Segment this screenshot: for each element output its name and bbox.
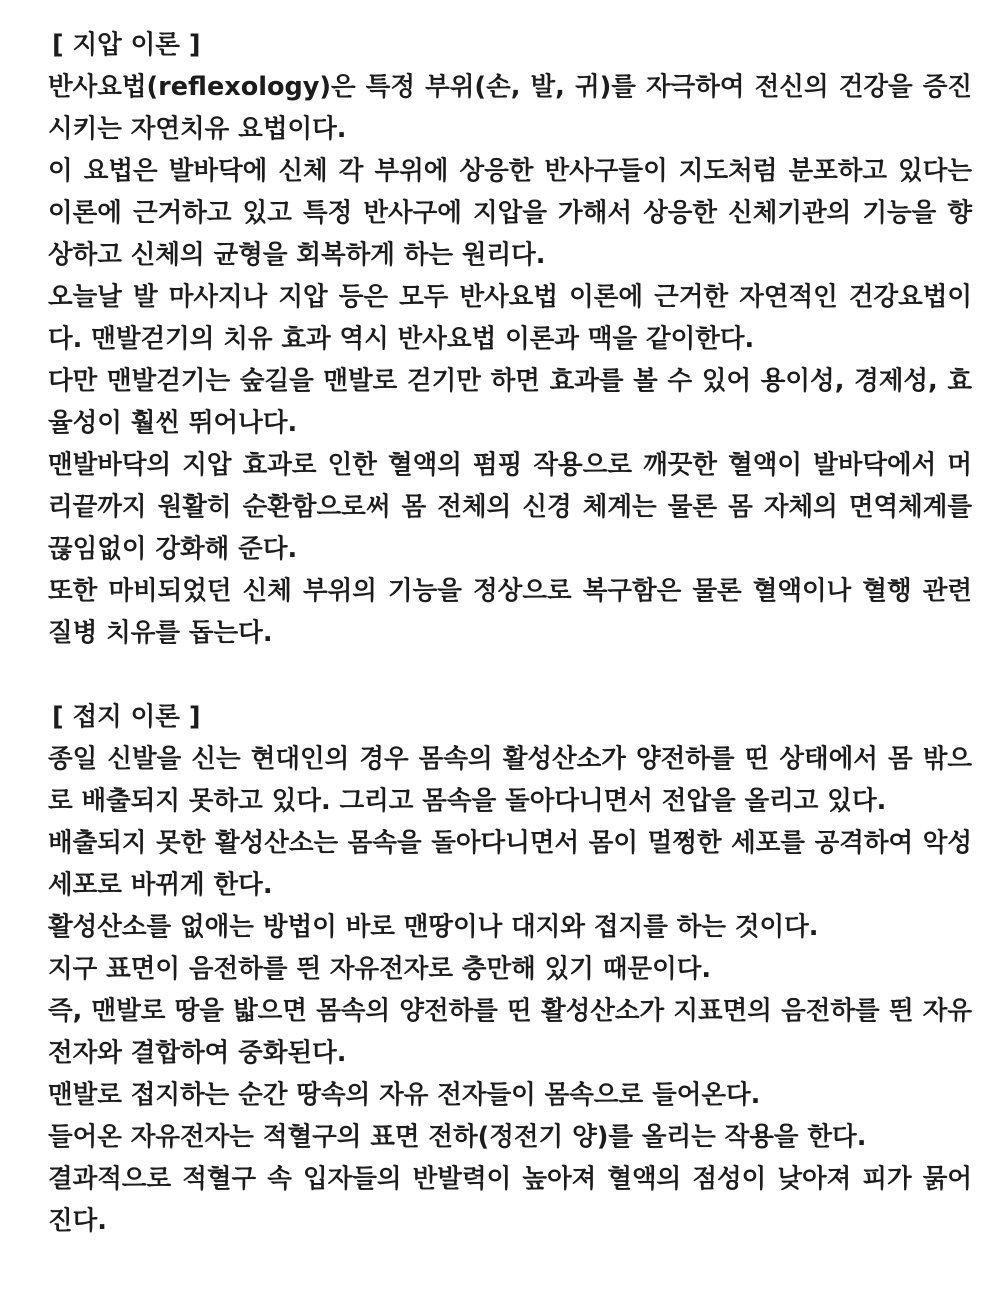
paragraph: 반사요법(reflexology)은 특정 부위(손, 발, 귀)를 자극하여 전신의 건강을 증진시키는 자연치유 요법이다. (48, 72, 972, 144)
section-heading: [ 접지 이론 ] (52, 702, 201, 732)
paragraph: 결과적으로 적혈구 속 입자들의 반발력이 높아져 혈액의 점성이 낮아져 피가 묽어진다. (48, 1164, 972, 1236)
paragraph: 이 요법은 발바닥에 신체 각 부위에 상응한 반사구들이 지도처럼 분포하고 있다는 이론에 근거하고 있고 특정 반사구에 지압을 가해서 상응한 신체기관의 기능을 향상하고 신체의 균형을 회복하게 하는 원리다. (48, 156, 972, 270)
paragraph: 또한 마비되었던 신체 부위의 기능을 정상으로 복구함은 물론 혈액이나 혈행 관련 질병 치유를 돕는다. (48, 576, 972, 648)
section-acupressure-theory (48, 24, 972, 654)
paragraph: 지구 표면이 음전하를 띈 자유전자로 충만해 있기 때문이다. (48, 954, 712, 984)
paragraph: 들어온 자유전자는 적혈구의 표면 전하(정전기 양)를 올리는 작용을 한다. (48, 1122, 867, 1152)
paragraph: 종일 신발을 신는 현대인의 경우 몸속의 활성산소가 양전하를 띤 상태에서 몸 밖으로 배출되지 못하고 있다. 그리고 몸속을 돌아다니면서 전압을 올리고 있다. (48, 744, 972, 816)
document-body (48, 24, 972, 1242)
paragraph: 맨발로 접지하는 순간 땅속의 자유 전자들이 몸속으로 들어온다. (48, 1080, 761, 1110)
paragraph: 즉, 맨발로 땅을 밟으면 몸속의 양전하를 띤 활성산소가 지표면의 음전하를 띈 자유전자와 결합하여 중화된다. (48, 996, 972, 1068)
paragraph: 배출되지 못한 활성산소는 몸속을 돌아다니면서 몸이 멀쩡한 세포를 공격하여 악성 세포로 바뀌게 한다. (48, 828, 972, 900)
section-heading: [ 지압 이론 ] (52, 30, 201, 60)
paragraph: 다만 맨발걷기는 숲길을 맨발로 걷기만 하면 효과를 볼 수 있어 용이성, 경제성, 효율성이 훨씬 뛰어나다. (48, 366, 972, 438)
paragraph: 맨발바닥의 지압 효과로 인한 혈액의 펌핑 작용으로 깨끗한 혈액이 발바닥에서 머리끝까지 원활히 순환함으로써 몸 전체의 신경 체계는 물론 몸 자체의 면역체계를 끊임없이 강화해 준다. (48, 450, 972, 564)
section-grounding-theory (48, 696, 972, 1242)
section-spacer (48, 654, 972, 696)
paragraph: 오늘날 발 마사지나 지압 등은 모두 반사요법 이론에 근거한 자연적인 건강요법이다. 맨발걷기의 치유 효과 역시 반사요법 이론과 맥을 같이한다. (48, 282, 972, 354)
paragraph: 활성산소를 없애는 방법이 바로 맨땅이나 대지와 접지를 하는 것이다. (48, 912, 819, 942)
